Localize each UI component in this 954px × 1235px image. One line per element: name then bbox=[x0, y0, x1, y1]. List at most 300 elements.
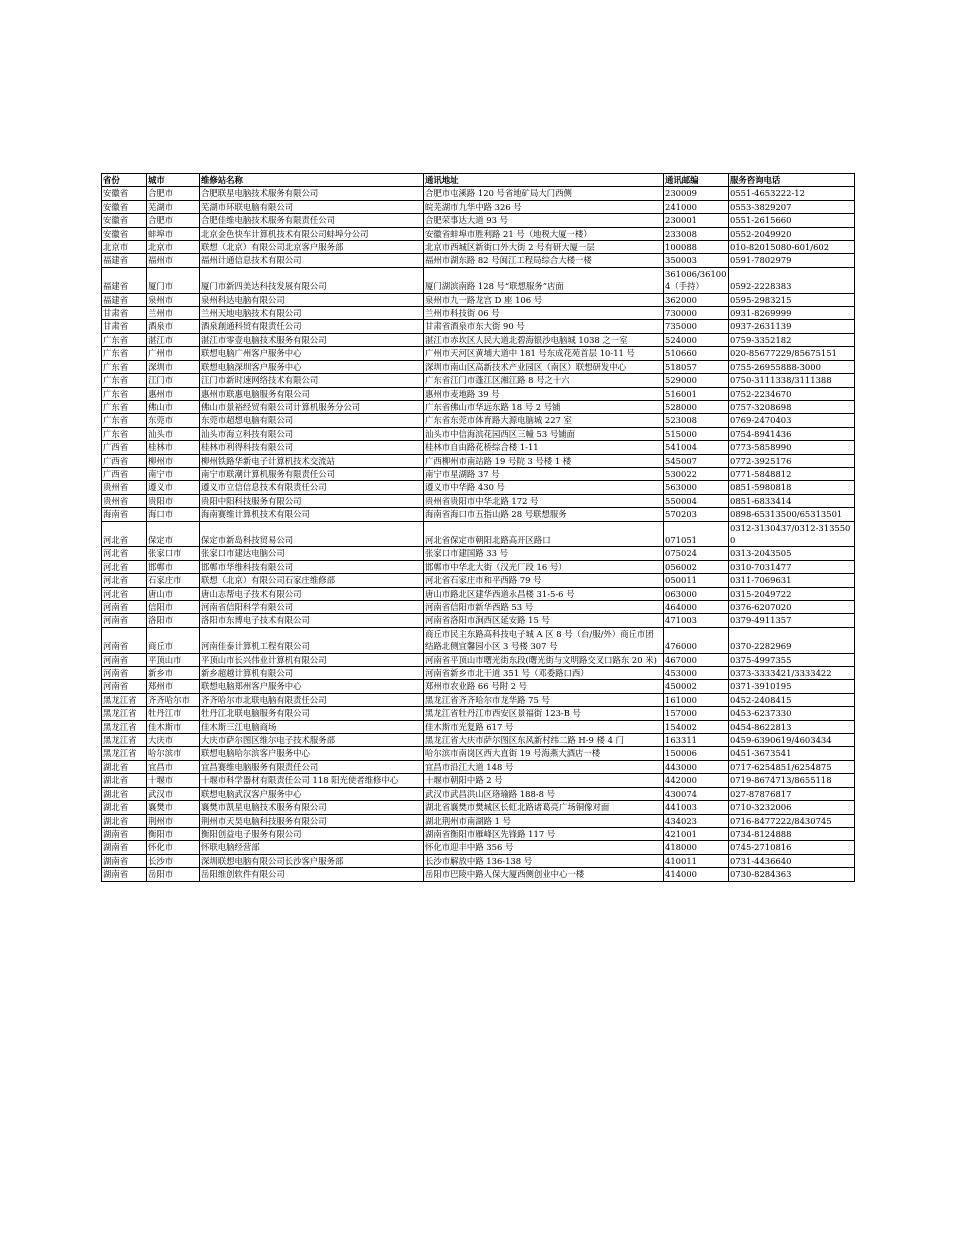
cell-city: 柳州市 bbox=[147, 454, 200, 467]
cell-address: 张家口市建国路 33 号 bbox=[424, 547, 664, 560]
cell-postcode: 450002 bbox=[664, 680, 729, 693]
cell-phone: 0551-4653222-12 bbox=[729, 187, 855, 200]
cell-address: 广州市天河区黄埔大道中 181 号东成花苑首层 10-11 号 bbox=[424, 347, 664, 360]
cell-city: 唐山市 bbox=[147, 587, 200, 600]
cell-city: 哈尔滨市 bbox=[147, 747, 200, 760]
table-row bbox=[102, 414, 855, 427]
cell-address: 合肥荣事达大道 93 号 bbox=[424, 214, 664, 227]
cell-station-name: 大庆市萨尔图区维尔电子技术服务部 bbox=[200, 734, 424, 747]
cell-phone: 0459-6390619/4603434 bbox=[729, 734, 855, 747]
cell-postcode: 150006 bbox=[664, 747, 729, 760]
cell-phone: 0755-26955888-3000 bbox=[729, 360, 855, 373]
table-row bbox=[102, 307, 855, 320]
cell-phone: 0376-6207020 bbox=[729, 601, 855, 614]
cell-station-name: 联想（北京）有限公司石家庄维修部 bbox=[200, 574, 424, 587]
cell-station-name: 泉州科达电脑有限公司 bbox=[200, 293, 424, 306]
cell-address: 深圳市南山区高新技术产业园区（南区）联想研发中心 bbox=[424, 360, 664, 373]
cell-station-name: 遵义市立信信息技术有限责任公司 bbox=[200, 481, 424, 494]
cell-phone: 0716-8477222/8430745 bbox=[729, 814, 855, 827]
header-phone: 服务咨询电话 bbox=[729, 174, 855, 187]
cell-city: 兰州市 bbox=[147, 307, 200, 320]
cell-station-name: 湛江市零壹电脑技术服务有限公司 bbox=[200, 333, 424, 346]
cell-phone: 0759-3352182 bbox=[729, 333, 855, 346]
cell-station-name: 洛阳市东博电子技术有限公司 bbox=[200, 614, 424, 627]
cell-postcode: 570203 bbox=[664, 508, 729, 521]
cell-city: 武汉市 bbox=[147, 787, 200, 800]
cell-city: 芜湖市 bbox=[147, 200, 200, 213]
cell-province: 广东省 bbox=[102, 333, 147, 346]
table-row bbox=[102, 680, 855, 693]
cell-station-name: 南宁市联潮计算机服务有限责任公司 bbox=[200, 467, 424, 480]
cell-phone: 0591-7802979 bbox=[729, 254, 855, 267]
cell-address: 合肥市屯溪路 120 号省地矿局大门西侧 bbox=[424, 187, 664, 200]
cell-address: 河南省信阳市新华西路 53 号 bbox=[424, 601, 664, 614]
cell-phone: 027-87876817 bbox=[729, 787, 855, 800]
cell-station-name: 联想（北京）有限公司北京客户服务部 bbox=[200, 241, 424, 254]
cell-province: 河北省 bbox=[102, 521, 147, 547]
cell-station-name: 联想电脑深圳客户服务中心 bbox=[200, 360, 424, 373]
cell-province: 湖南省 bbox=[102, 841, 147, 854]
cell-address: 哈尔滨市南岗区西大直街 19 号海燕大酒店一楼 bbox=[424, 747, 664, 760]
cell-postcode: 529000 bbox=[664, 374, 729, 387]
cell-station-name: 贵阳中阳科技服务有限公司 bbox=[200, 494, 424, 507]
table-row bbox=[102, 774, 855, 787]
header-address: 通讯地址 bbox=[424, 174, 664, 187]
cell-address: 商丘市民主东路高科技电子城 A 区 8 号（台/服/外）商丘市团结路北侧宜馨园小区 3 号楼 307 号 bbox=[424, 627, 664, 653]
cell-postcode: 050011 bbox=[664, 574, 729, 587]
table-row bbox=[102, 333, 855, 346]
cell-postcode: 430074 bbox=[664, 787, 729, 800]
cell-phone: 0453-6237330 bbox=[729, 707, 855, 720]
cell-city: 张家口市 bbox=[147, 547, 200, 560]
cell-province: 河南省 bbox=[102, 614, 147, 627]
cell-station-name: 兰州天地电脑技术有限公司 bbox=[200, 307, 424, 320]
table-row bbox=[102, 241, 855, 254]
cell-province: 贵州省 bbox=[102, 481, 147, 494]
cell-city: 荆州市 bbox=[147, 814, 200, 827]
cell-station-name: 岳阳维创软件有限公司 bbox=[200, 868, 424, 881]
cell-city: 郑州市 bbox=[147, 680, 200, 693]
cell-postcode: 730000 bbox=[664, 307, 729, 320]
header-province: 省份 bbox=[102, 174, 147, 187]
cell-address: 岳阳市巴陵中路人保大厦西侧创业中心一楼 bbox=[424, 868, 664, 881]
cell-address: 广东省佛山市华远东路 18 号 2 号铺 bbox=[424, 400, 664, 413]
table-row bbox=[102, 868, 855, 881]
cell-city: 平顶山市 bbox=[147, 653, 200, 666]
table-row bbox=[102, 854, 855, 867]
cell-postcode: 075024 bbox=[664, 547, 729, 560]
cell-city: 佛山市 bbox=[147, 400, 200, 413]
table-row bbox=[102, 653, 855, 666]
cell-station-name: 福州计通信息技术有限公司 bbox=[200, 254, 424, 267]
cell-province: 广东省 bbox=[102, 360, 147, 373]
table-row bbox=[102, 360, 855, 373]
cell-phone: 0851-6833414 bbox=[729, 494, 855, 507]
table-row bbox=[102, 667, 855, 680]
cell-phone: 0752-2234670 bbox=[729, 387, 855, 400]
cell-city: 北京市 bbox=[147, 241, 200, 254]
cell-postcode: 735000 bbox=[664, 320, 729, 333]
cell-phone: 0312-3130437/0312-3135500 bbox=[729, 521, 855, 547]
table-row bbox=[102, 200, 855, 213]
cell-province: 河南省 bbox=[102, 627, 147, 653]
cell-address: 黑龙江省齐齐哈尔市龙华路 75 号 bbox=[424, 693, 664, 706]
cell-address: 郑州市农业路 66 号附 2 号 bbox=[424, 680, 664, 693]
cell-station-name: 十堰市科学器材有限责任公司 118 阳光使者维修中心 bbox=[200, 774, 424, 787]
cell-phone: 0315-2049722 bbox=[729, 587, 855, 600]
cell-phone: 0552-2049920 bbox=[729, 227, 855, 240]
cell-address: 安徽省蚌埠市胜利路 21 号（地税大厦一楼） bbox=[424, 227, 664, 240]
service-station-table bbox=[101, 173, 855, 882]
cell-address: 十堰市朝阳中路 2 号 bbox=[424, 774, 664, 787]
cell-phone: 0370-2282969 bbox=[729, 627, 855, 653]
cell-province: 海南省 bbox=[102, 508, 147, 521]
cell-station-name: 襄樊市凯星电脑技术服务有限公司 bbox=[200, 801, 424, 814]
cell-city: 贵阳市 bbox=[147, 494, 200, 507]
cell-address: 河北省保定市朝阳北路高开区路口 bbox=[424, 521, 664, 547]
cell-province: 广东省 bbox=[102, 400, 147, 413]
table-row bbox=[102, 374, 855, 387]
cell-city: 石家庄市 bbox=[147, 574, 200, 587]
cell-address: 河南省洛阳市涧西区延安路 15 号 bbox=[424, 614, 664, 627]
cell-postcode: 230001 bbox=[664, 214, 729, 227]
cell-address: 河南省平顶山市曙光街东段(曙光街与文明路交叉口路东 20 米) bbox=[424, 653, 664, 666]
cell-phone: 0551-2615660 bbox=[729, 214, 855, 227]
cell-station-name: 唐山志帮电子技术有限公司 bbox=[200, 587, 424, 600]
cell-city: 南宁市 bbox=[147, 467, 200, 480]
cell-phone: 0734-8124888 bbox=[729, 827, 855, 840]
cell-address: 贵州省贵阳市中华北路 172 号 bbox=[424, 494, 664, 507]
cell-province: 湖南省 bbox=[102, 827, 147, 840]
table-row bbox=[102, 347, 855, 360]
cell-postcode: 442000 bbox=[664, 774, 729, 787]
cell-station-name: 联想电脑哈尔滨客户服务中心 bbox=[200, 747, 424, 760]
cell-address: 福州市湖东路 82 号闽江工程局综合大楼一楼 bbox=[424, 254, 664, 267]
cell-postcode: 418000 bbox=[664, 841, 729, 854]
cell-province: 河北省 bbox=[102, 587, 147, 600]
cell-phone: 0898-65313500/65313501 bbox=[729, 508, 855, 521]
cell-phone: 0773-5858990 bbox=[729, 441, 855, 454]
cell-city: 大庆市 bbox=[147, 734, 200, 747]
table-row bbox=[102, 441, 855, 454]
cell-city: 广州市 bbox=[147, 347, 200, 360]
cell-city: 十堰市 bbox=[147, 774, 200, 787]
cell-address: 广东省江门市蓬江区湘江路 8 号之十六 bbox=[424, 374, 664, 387]
cell-province: 河南省 bbox=[102, 667, 147, 680]
cell-phone: 0595-2983215 bbox=[729, 293, 855, 306]
table-row bbox=[102, 427, 855, 440]
table-row bbox=[102, 614, 855, 627]
table-row bbox=[102, 734, 855, 747]
cell-postcode: 161000 bbox=[664, 693, 729, 706]
cell-province: 安徽省 bbox=[102, 227, 147, 240]
cell-postcode: 241000 bbox=[664, 200, 729, 213]
cell-phone: 0375-4997355 bbox=[729, 653, 855, 666]
cell-province: 湖北省 bbox=[102, 760, 147, 773]
cell-city: 汕头市 bbox=[147, 427, 200, 440]
cell-phone: 0772-3925176 bbox=[729, 454, 855, 467]
cell-address: 长沙市解放中路 136-138 号 bbox=[424, 854, 664, 867]
cell-address: 宜昌市沿江大道 148 号 bbox=[424, 760, 664, 773]
cell-phone: 0937-2631139 bbox=[729, 320, 855, 333]
cell-postcode: 410011 bbox=[664, 854, 729, 867]
cell-province: 湖南省 bbox=[102, 854, 147, 867]
cell-phone: 0379-4911357 bbox=[729, 614, 855, 627]
cell-station-name: 河南省信阳科学有限公司 bbox=[200, 601, 424, 614]
table-row bbox=[102, 601, 855, 614]
cell-address: 湖北省襄樊市樊城区长虹北路诸葛亮广场铜像对面 bbox=[424, 801, 664, 814]
cell-phone: 0745-2710816 bbox=[729, 841, 855, 854]
cell-station-name: 江门市新时速网络技术有限公司 bbox=[200, 374, 424, 387]
cell-postcode: 071051 bbox=[664, 521, 729, 547]
cell-phone: 0710-3232006 bbox=[729, 801, 855, 814]
cell-postcode: 414000 bbox=[664, 868, 729, 881]
cell-station-name: 北京金色快车计算机技术有限公司蚌埠分公司 bbox=[200, 227, 424, 240]
cell-address: 怀化市迎丰中路 356 号 bbox=[424, 841, 664, 854]
cell-postcode: 467000 bbox=[664, 653, 729, 666]
cell-city: 深圳市 bbox=[147, 360, 200, 373]
cell-phone: 0452-2408415 bbox=[729, 693, 855, 706]
cell-postcode: 233008 bbox=[664, 227, 729, 240]
cell-province: 河南省 bbox=[102, 653, 147, 666]
cell-city: 牡丹江市 bbox=[147, 707, 200, 720]
cell-address: 南宁市星湖路 37 号 bbox=[424, 467, 664, 480]
cell-city: 厦门市 bbox=[147, 267, 200, 293]
table-row bbox=[102, 574, 855, 587]
cell-province: 安徽省 bbox=[102, 187, 147, 200]
cell-phone: 0371-3910195 bbox=[729, 680, 855, 693]
cell-postcode: 523008 bbox=[664, 414, 729, 427]
cell-city: 福州市 bbox=[147, 254, 200, 267]
cell-station-name: 新乡超越计算机有限公司 bbox=[200, 667, 424, 680]
table-row bbox=[102, 627, 855, 653]
cell-province: 广西省 bbox=[102, 441, 147, 454]
table-row bbox=[102, 707, 855, 720]
cell-address: 海南省海口市五指山路 28 号联想服务 bbox=[424, 508, 664, 521]
cell-station-name: 柳州铁路华新电子计算机技术交流站 bbox=[200, 454, 424, 467]
cell-province: 福建省 bbox=[102, 267, 147, 293]
cell-postcode: 515000 bbox=[664, 427, 729, 440]
cell-postcode: 516001 bbox=[664, 387, 729, 400]
cell-province: 甘肃省 bbox=[102, 320, 147, 333]
cell-city: 衡阳市 bbox=[147, 827, 200, 840]
cell-city: 湛江市 bbox=[147, 333, 200, 346]
cell-province: 湖北省 bbox=[102, 787, 147, 800]
cell-station-name: 保定市新岛科技贸易公司 bbox=[200, 521, 424, 547]
cell-province: 河南省 bbox=[102, 680, 147, 693]
cell-postcode: 518057 bbox=[664, 360, 729, 373]
header-row bbox=[102, 174, 855, 187]
cell-phone: 0730-8284363 bbox=[729, 868, 855, 881]
cell-phone: 0769-2470403 bbox=[729, 414, 855, 427]
table-row bbox=[102, 521, 855, 547]
cell-station-name: 联想电脑武汉客户服务中心 bbox=[200, 787, 424, 800]
cell-station-name: 荆州市天昊电脑科技服务有限公司 bbox=[200, 814, 424, 827]
cell-address: 北京市西城区新街口外大街 2 号有研大厦一层 bbox=[424, 241, 664, 254]
cell-station-name: 厦门市新四美达科技发展有限公司 bbox=[200, 267, 424, 293]
cell-phone: 0451-3673541 bbox=[729, 747, 855, 760]
cell-phone: 0311-7069631 bbox=[729, 574, 855, 587]
cell-address: 河南省新乡市北干道 351 号（邓委路口西） bbox=[424, 667, 664, 680]
cell-address: 兰州市科技街 06 号 bbox=[424, 307, 664, 320]
cell-province: 北京市 bbox=[102, 241, 147, 254]
cell-postcode: 530022 bbox=[664, 467, 729, 480]
cell-postcode: 230009 bbox=[664, 187, 729, 200]
cell-postcode: 476000 bbox=[664, 627, 729, 653]
cell-postcode: 434023 bbox=[664, 814, 729, 827]
table-row bbox=[102, 547, 855, 560]
cell-city: 合肥市 bbox=[147, 187, 200, 200]
table-row bbox=[102, 267, 855, 293]
cell-phone: 0731-4436640 bbox=[729, 854, 855, 867]
cell-city: 桂林市 bbox=[147, 441, 200, 454]
cell-station-name: 合肥佳维电脑技术服务有限责任公司 bbox=[200, 214, 424, 227]
cell-postcode: 157000 bbox=[664, 707, 729, 720]
cell-province: 黑龙江省 bbox=[102, 720, 147, 733]
cell-postcode: 443000 bbox=[664, 760, 729, 773]
cell-phone: 0757-3208698 bbox=[729, 400, 855, 413]
cell-postcode: 550004 bbox=[664, 494, 729, 507]
table-row bbox=[102, 693, 855, 706]
cell-province: 广东省 bbox=[102, 347, 147, 360]
cell-province: 河北省 bbox=[102, 574, 147, 587]
table-row bbox=[102, 187, 855, 200]
cell-phone: 0717-6254851/6254875 bbox=[729, 760, 855, 773]
cell-station-name: 平顶山市长兴伟业计算机有限公司 bbox=[200, 653, 424, 666]
cell-station-name: 齐齐哈尔市北联电脑有限责任公司 bbox=[200, 693, 424, 706]
header-station-name: 维修站名称 bbox=[200, 174, 424, 187]
table-row bbox=[102, 467, 855, 480]
cell-city: 遵义市 bbox=[147, 481, 200, 494]
cell-phone: 0454-8622813 bbox=[729, 720, 855, 733]
cell-province: 安徽省 bbox=[102, 214, 147, 227]
cell-address: 皖芜湖市九华中路 326 号 bbox=[424, 200, 664, 213]
header-city: 城市 bbox=[147, 174, 200, 187]
cell-city: 海口市 bbox=[147, 508, 200, 521]
cell-postcode: 528000 bbox=[664, 400, 729, 413]
cell-province: 广东省 bbox=[102, 427, 147, 440]
table-row bbox=[102, 560, 855, 573]
cell-station-name: 芜湖市环联电脑有限公司 bbox=[200, 200, 424, 213]
cell-address: 湖南省衡阳市雁峰区先锋路 117 号 bbox=[424, 827, 664, 840]
cell-station-name: 佳木斯三江电脑商场 bbox=[200, 720, 424, 733]
table-row bbox=[102, 400, 855, 413]
cell-postcode: 471003 bbox=[664, 614, 729, 627]
cell-province: 黑龙江省 bbox=[102, 693, 147, 706]
cell-station-name: 衡阳创益电子服务有限公司 bbox=[200, 827, 424, 840]
table-row bbox=[102, 254, 855, 267]
table-row bbox=[102, 801, 855, 814]
cell-phone: 0553-3829207 bbox=[729, 200, 855, 213]
cell-station-name: 东莞市超想电脑有限公司 bbox=[200, 414, 424, 427]
cell-phone: 0754-8941436 bbox=[729, 427, 855, 440]
cell-city: 合肥市 bbox=[147, 214, 200, 227]
table-row bbox=[102, 387, 855, 400]
cell-address: 广西柳州市南站路 19 号院 3 号楼 1 楼 bbox=[424, 454, 664, 467]
cell-postcode: 154002 bbox=[664, 720, 729, 733]
cell-postcode: 163311 bbox=[664, 734, 729, 747]
cell-city: 佳木斯市 bbox=[147, 720, 200, 733]
cell-postcode: 362000 bbox=[664, 293, 729, 306]
cell-province: 河南省 bbox=[102, 601, 147, 614]
cell-station-name: 合肥联星电脑技术服务有限公司 bbox=[200, 187, 424, 200]
cell-city: 怀化市 bbox=[147, 841, 200, 854]
cell-province: 河北省 bbox=[102, 547, 147, 560]
cell-city: 蚌埠市 bbox=[147, 227, 200, 240]
cell-postcode: 541004 bbox=[664, 441, 729, 454]
cell-city: 齐齐哈尔市 bbox=[147, 693, 200, 706]
cell-station-name: 深圳联想电脑有限公司长沙客户服务部 bbox=[200, 854, 424, 867]
cell-station-name: 张家口市建达电脑公司 bbox=[200, 547, 424, 560]
cell-station-name: 联想电脑广州客户服务中心 bbox=[200, 347, 424, 360]
cell-city: 江门市 bbox=[147, 374, 200, 387]
cell-address: 黑龙江省牡丹江市西安区景福街 123-B 号 bbox=[424, 707, 664, 720]
cell-province: 广西省 bbox=[102, 454, 147, 467]
cell-postcode: 350003 bbox=[664, 254, 729, 267]
cell-city: 商丘市 bbox=[147, 627, 200, 653]
table-row bbox=[102, 494, 855, 507]
cell-station-name: 邯郸市华维科技有限公司 bbox=[200, 560, 424, 573]
cell-city: 岳阳市 bbox=[147, 868, 200, 881]
cell-city: 泉州市 bbox=[147, 293, 200, 306]
cell-province: 湖北省 bbox=[102, 774, 147, 787]
table-row bbox=[102, 747, 855, 760]
cell-station-name: 酒泉創通科贸有限责任公司 bbox=[200, 320, 424, 333]
cell-city: 保定市 bbox=[147, 521, 200, 547]
cell-phone: 020-85677229/85675151 bbox=[729, 347, 855, 360]
cell-postcode: 063000 bbox=[664, 587, 729, 600]
cell-phone: 0851-5980818 bbox=[729, 481, 855, 494]
cell-phone: 0719-8674713/8655118 bbox=[729, 774, 855, 787]
cell-station-name: 惠州市联惠电脑服务有限公司 bbox=[200, 387, 424, 400]
cell-phone: 0313-2043505 bbox=[729, 547, 855, 560]
table-row bbox=[102, 214, 855, 227]
table-row bbox=[102, 320, 855, 333]
cell-province: 贵州省 bbox=[102, 494, 147, 507]
cell-postcode: 421001 bbox=[664, 827, 729, 840]
cell-province: 黑龙江省 bbox=[102, 707, 147, 720]
cell-phone: 0771-5848812 bbox=[729, 467, 855, 480]
table-row bbox=[102, 841, 855, 854]
cell-station-name: 怀联电脑经营部 bbox=[200, 841, 424, 854]
cell-province: 安徽省 bbox=[102, 200, 147, 213]
cell-province: 湖北省 bbox=[102, 801, 147, 814]
cell-station-name: 联想电脑郑州客户服务中心 bbox=[200, 680, 424, 693]
cell-phone: 0931-8269999 bbox=[729, 307, 855, 320]
cell-province: 黑龙江省 bbox=[102, 747, 147, 760]
cell-postcode: 524000 bbox=[664, 333, 729, 346]
cell-city: 邯郸市 bbox=[147, 560, 200, 573]
cell-city: 酒泉市 bbox=[147, 320, 200, 333]
cell-address: 唐山市路北区建华西道永昌楼 31-5-6 号 bbox=[424, 587, 664, 600]
cell-address: 惠州市麦地路 39 号 bbox=[424, 387, 664, 400]
cell-province: 广东省 bbox=[102, 414, 147, 427]
cell-city: 信阳市 bbox=[147, 601, 200, 614]
table-row bbox=[102, 587, 855, 600]
cell-phone: 010-82015080-601/602 bbox=[729, 241, 855, 254]
cell-postcode: 545007 bbox=[664, 454, 729, 467]
cell-station-name: 桂林市利得科技有限公司 bbox=[200, 441, 424, 454]
cell-city: 惠州市 bbox=[147, 387, 200, 400]
cell-station-name: 牡丹江北联电脑服务有限公司 bbox=[200, 707, 424, 720]
cell-province: 湖北省 bbox=[102, 814, 147, 827]
table-row bbox=[102, 227, 855, 240]
cell-province: 甘肃省 bbox=[102, 307, 147, 320]
table-row bbox=[102, 454, 855, 467]
cell-station-name: 汕头市海立科技有限公司 bbox=[200, 427, 424, 440]
cell-address: 甘肃省酒泉市东大街 90 号 bbox=[424, 320, 664, 333]
cell-city: 东莞市 bbox=[147, 414, 200, 427]
